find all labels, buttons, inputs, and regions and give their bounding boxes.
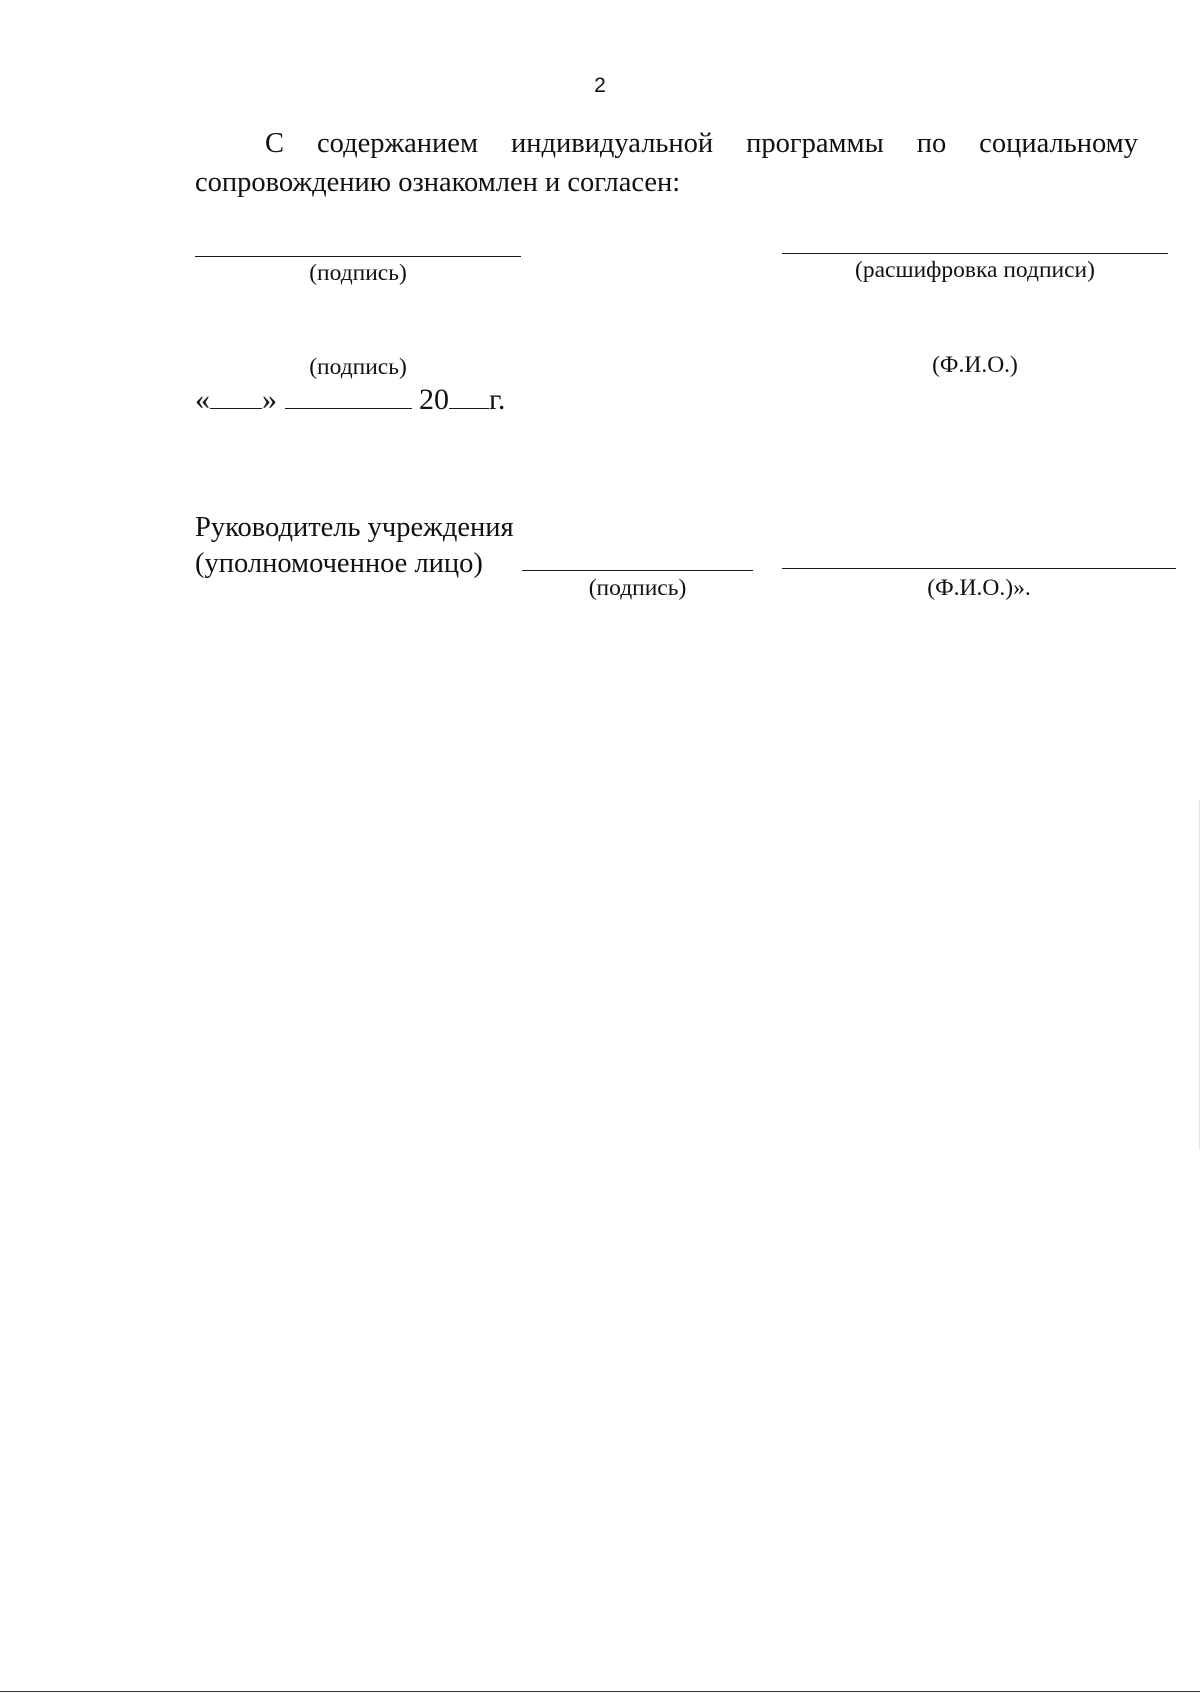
page-number: 2 <box>594 74 606 97</box>
recipient-signature-line <box>195 256 521 257</box>
acknowledgement-word: индивидуальной <box>510 128 714 159</box>
acknowledgement-paragraph <box>195 124 1138 202</box>
acknowledgement-line-1 <box>195 124 1138 163</box>
year-prefix: 20 <box>419 383 449 416</box>
acknowledgement-word: по <box>916 128 947 159</box>
acknowledgement-line-2: сопровождению ознакомлен и согласен: <box>195 167 681 198</box>
director-name-line <box>782 568 1176 569</box>
recipient-signature-caption: (подпись) <box>309 260 407 286</box>
page-bottom-rule <box>0 1691 1200 1692</box>
year-blank[interactable] <box>449 382 489 409</box>
representative-signature-caption: (подпись) <box>309 354 407 380</box>
acknowledgement-word: социальному <box>979 128 1138 159</box>
acknowledgement-word: программы <box>746 128 884 159</box>
director-signature-caption: (подпись) <box>588 575 687 601</box>
date-open-quote: « <box>195 383 210 416</box>
acknowledgement-word: содержанием <box>316 128 478 159</box>
day-blank[interactable] <box>210 382 262 409</box>
acknowledgement-word: С <box>265 128 285 159</box>
signature-decoding-line <box>782 253 1168 254</box>
month-blank[interactable] <box>285 382 412 409</box>
director-title <box>195 510 514 582</box>
director-title-line-1: Руководитель учреждения <box>195 512 514 543</box>
director-title-line-2: (уполномоченное лицо) <box>195 548 483 579</box>
date-line <box>195 382 505 418</box>
representative-name-caption: (Ф.И.О.) <box>932 352 1018 378</box>
director-signature-line <box>522 570 753 571</box>
date-close-quote: » <box>262 383 277 416</box>
year-suffix: г. <box>489 383 506 416</box>
director-name-caption: (Ф.И.О.)». <box>927 575 1031 601</box>
signature-decoding-caption: (расшифровка подписи) <box>855 257 1095 283</box>
